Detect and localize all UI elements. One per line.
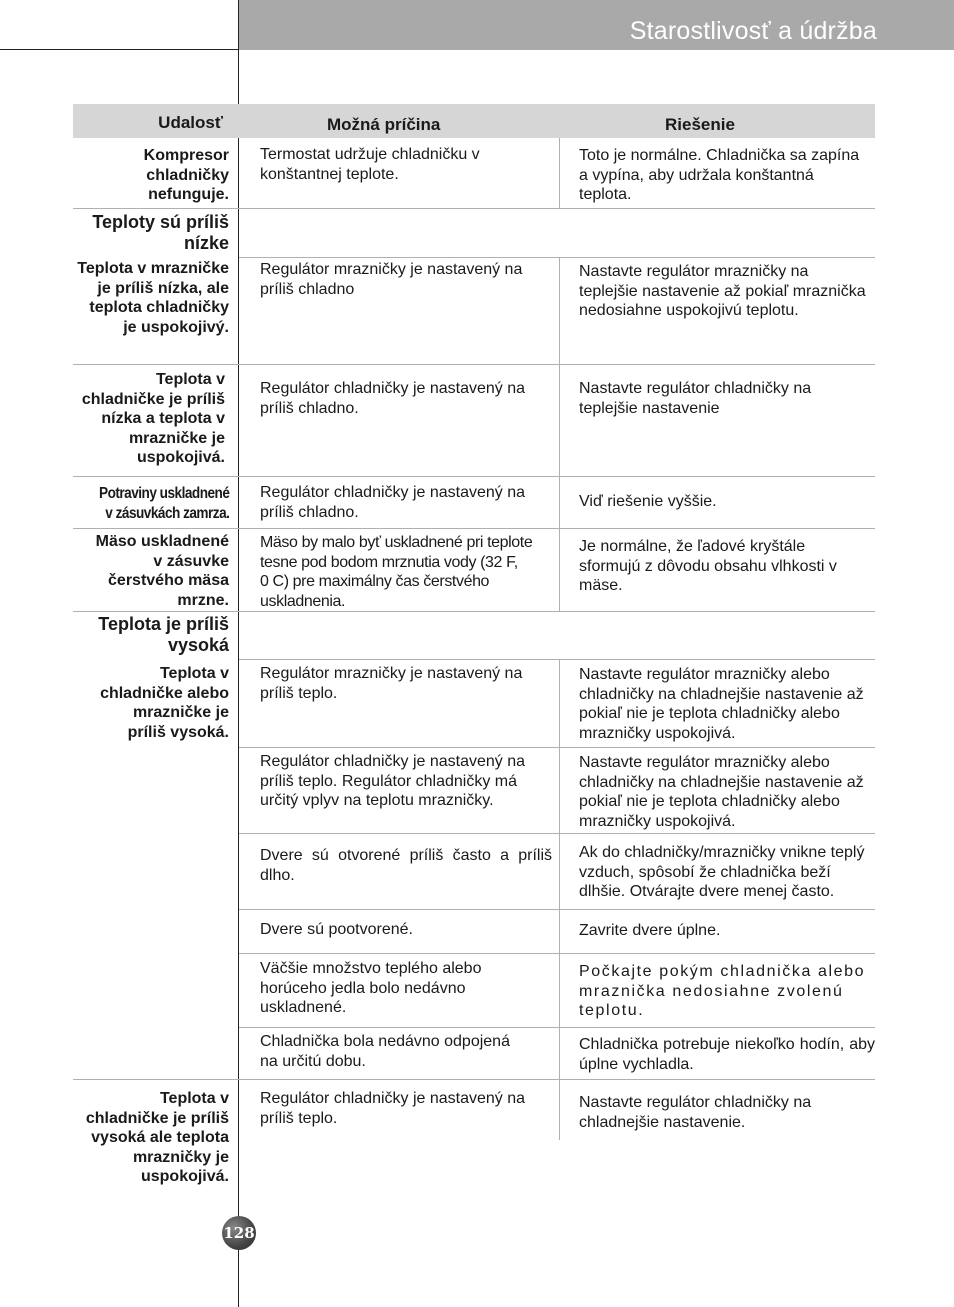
solution-cell: Nastavte regulátor chladničky na teplejšie nastavenie (579, 380, 812, 417)
cause-cell: Regulátor mrazničky je nastavený na príliš teplo. (260, 665, 523, 702)
column-header-event: Udalosť (158, 113, 223, 132)
solution-cell: Ak do chladničky/mrazničky vnikne teplý vzduch, spôsobí že chladnička beží dlhšie. Otvárajte dvere menej často. (579, 844, 865, 901)
cause-cell: Väčšie množstvo teplého alebo horúceho jedla bolo nedávno uskladnené. (260, 960, 482, 1017)
cause-cell: Regulátor chladničky je nastavený na príliš teplo. (260, 1090, 526, 1127)
column-header-solution: Riešenie (665, 115, 735, 134)
row-divider (73, 1079, 875, 1080)
row-divider (73, 476, 875, 477)
cause-cell: Regulátor chladničky je nastavený na príliš chladno. (260, 380, 526, 417)
cause-cell: Regulátor chladničky je nastavený na príliš teplo. Regulátor chladničky má určitý vplyv na teplotu mrazničky. (260, 753, 526, 810)
cause-cell: Termostat udržuje chladničku v konštantnej teplote. (260, 146, 480, 183)
solution-cell: Viď riešenie vyššie. (579, 493, 717, 510)
cause-cell: Dvere sú pootvorené. (260, 921, 413, 938)
event-cell: Teplota v chladničke je príliš vysoká ale teplota mrazničky je uspokojivá. (85, 1090, 229, 1186)
event-cell: Mäso uskladnené v zásuvke čerstvého mäsa mrzne. (95, 533, 229, 609)
header-rule (0, 49, 238, 50)
cause-cell: Dvere sú otvorené príliš často a príliš dlho. (260, 847, 552, 884)
row-divider (239, 747, 875, 748)
event-cell: Kompresor chladničky nefunguje. (143, 147, 229, 204)
column-header-cause: Možná príčina (327, 115, 441, 134)
column-divider (559, 659, 560, 1140)
solution-cell: Počkajte pokým chladnička alebo mraznička nedosiahne zvolenú teplotu. (579, 963, 866, 1020)
row-divider (73, 208, 875, 209)
header-band (238, 0, 954, 50)
row-divider (239, 909, 875, 910)
event-cell: Teplota v mrazničke je príliš nízka, ale teplota chladničky je uspokojivý. (77, 260, 229, 336)
solution-cell: Je normálne, že ľadové kryštále sformujú z dôvodu obsahu vlhkosti v mäse. (579, 538, 837, 595)
row-divider (73, 364, 875, 365)
cause-cell: Chladnička bola nedávno odpojená na určitú dobu. (260, 1033, 510, 1070)
solution-cell: Chladnička potrebuje niekoľko hodín, aby úplne vychladla. (579, 1036, 875, 1073)
cause-cell: Regulátor mrazničky je nastavený na príliš chladno (260, 261, 523, 298)
row-divider (239, 833, 875, 834)
solution-cell: Zavrite dvere úplne. (579, 922, 721, 939)
row-divider (73, 528, 875, 529)
cause-cell: Mäso by malo byť uskladnené pri teplote tesne pod bodom mrznutia vody (32 F, 0 C) pre maximálny čas čerstvého uskladnenia. (260, 534, 533, 610)
section-heading: Teplota je príliš vysoká (98, 614, 229, 655)
row-divider (239, 1027, 875, 1028)
cause-cell: Regulátor chladničky je nastavený na príliš chladno. (260, 484, 526, 521)
solution-cell: Nastavte regulátor chladničky na chladnejšie nastavenie. (579, 1094, 812, 1131)
section-heading: Teploty sú príliš nízke (92, 212, 229, 253)
page-number-badge: 128 (222, 1216, 256, 1250)
solution-cell: Nastavte regulátor mrazničky alebo chladničky na chladnejšie nastavenie až pokiaľ nie je teplota chladničky alebo mrazničky uspokojivá. (579, 666, 864, 742)
row-divider (239, 953, 875, 954)
page-vertical-rule (238, 0, 239, 1307)
column-divider (559, 257, 560, 611)
page-title: Starostlivosť a údržba (629, 17, 877, 45)
table-header (73, 104, 875, 138)
row-divider (239, 257, 875, 258)
event-cell: Teplota v chladničke alebo mrazničke je príliš vysoká. (100, 665, 229, 741)
event-cell: Potraviny uskladnené v zásuvkách zamrza. (98, 485, 229, 522)
solution-cell: Nastavte regulátor mrazničky na teplejšie nastavenie až pokiaľ mraznička nedosiahne uspokojivú teplotu. (579, 263, 866, 320)
event-cell: Teplota v chladničke je príliš nízka a teplota v mrazničke je uspokojivá. (81, 371, 225, 467)
column-divider (559, 138, 560, 208)
row-divider (239, 659, 875, 660)
solution-cell: Nastavte regulátor mrazničky alebo chladničky na chladnejšie nastavenie až pokiaľ nie je teplota chladničky alebo mrazničky uspokojivá. (579, 754, 864, 830)
solution-cell: Toto je normálne. Chladnička sa zapína a vypína, aby udržala konštantná teplota. (579, 147, 860, 204)
